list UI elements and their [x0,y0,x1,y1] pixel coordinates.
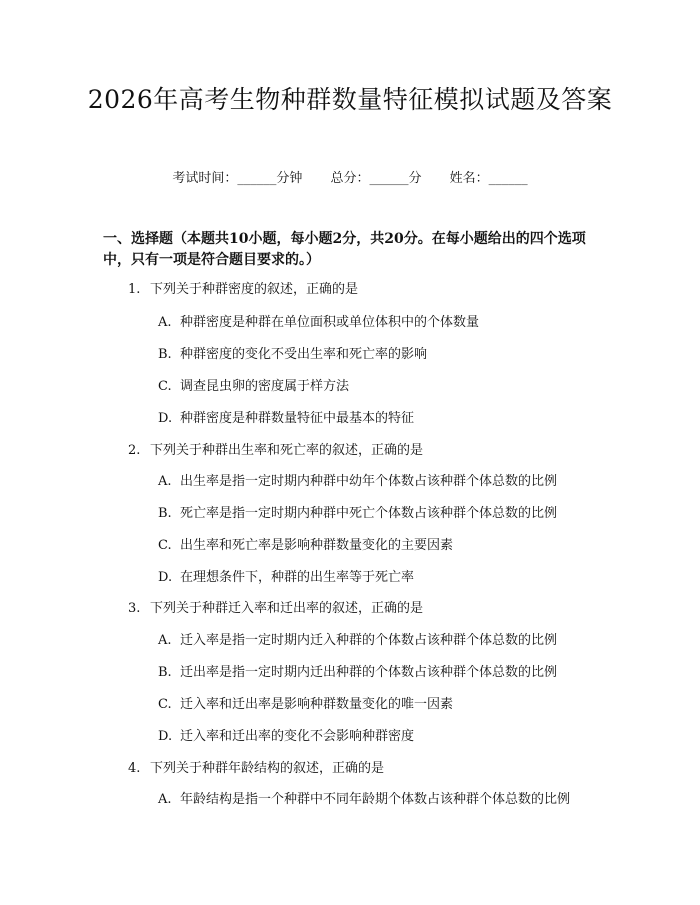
option-text: 种群密度的变化不受出生率和死亡率的影响 [180,347,428,362]
option-text: 迁入率是指一定时期内迁入种群的个体数占该种群个体总数的比例 [180,633,558,648]
exam-time-field: 考试时间：______分钟 [172,171,303,186]
question-1-option-c [158,378,349,396]
option-text: 年龄结构是指一个种群中不同年龄期个体数占该种群个体总数的比例 [180,792,571,807]
option-letter: A. [158,315,172,330]
exam-score-field: 总分：______分 [330,171,422,186]
option-letter: A. [158,474,172,489]
option-letter: A. [158,633,172,648]
question-2 [128,442,423,460]
option-text: 种群密度是种群在单位面积或单位体积中的个体数量 [180,315,480,330]
option-letter: B. [158,506,172,521]
question-3 [128,600,423,618]
document-title: 2026年高考生物种群数量特征模拟试题及答案 [87,85,613,114]
question-number: 3. [128,601,141,616]
question-4-option-a [158,791,570,809]
question-2-option-b [158,505,557,523]
option-text: 迁入率和迁出率是影响种群数量变化的唯一因素 [180,697,454,712]
question-number: 4. [128,761,141,776]
question-2-option-c [158,537,453,555]
option-text: 迁出率是指一定时期内迁出种群的个体数占该种群个体总数的比例 [180,665,558,680]
question-stem: 下列关于种群年龄结构的叙述，正确的是 [150,761,385,776]
option-letter: B. [158,665,172,680]
question-stem: 下列关于种群密度的叙述，正确的是 [150,282,359,297]
exam-name-field: 姓名：______ [449,171,528,186]
question-stem: 下列关于种群出生率和死亡率的叙述，正确的是 [150,443,424,458]
option-letter: C. [158,697,172,712]
question-3-option-d [158,728,414,746]
question-2-option-a [158,473,557,491]
option-text: 种群密度是种群数量特征中最基本的特征 [180,411,415,426]
question-4 [128,760,384,778]
question-number: 2. [128,443,141,458]
option-text: 死亡率是指一定时期内种群中死亡个体数占该种群个体总数的比例 [180,506,558,521]
option-letter: D. [158,570,173,585]
option-letter: D. [158,729,173,744]
option-text: 出生率是指一定时期内种群中幼年个体数占该种群个体总数的比例 [180,474,558,489]
option-letter: C. [158,538,172,553]
option-letter: A. [158,792,172,807]
question-1 [128,281,358,299]
exam-info-line [0,170,700,188]
option-text: 迁入率和迁出率的变化不会影响种群密度 [180,729,415,744]
question-stem: 下列关于种群迁入率和迁出率的叙述，正确的是 [150,601,424,616]
option-letter: B. [158,347,172,362]
question-2-option-d [158,569,414,587]
question-number: 1. [128,282,141,297]
option-text: 调查昆虫卵的密度属于样方法 [180,379,350,394]
question-3-option-a [158,632,557,650]
option-text: 在理想条件下，种群的出生率等于死亡率 [180,570,415,585]
section-heading: 一、选择题（本题共10小题，每小题2分，共20分。在每小题给出的四个选项中，只有一项是符合题目要求的。） [103,231,586,268]
option-text: 出生率和死亡率是影响种群数量变化的主要因素 [180,538,454,553]
question-3-option-b [158,664,557,682]
question-1-option-d [158,410,414,428]
question-3-option-c [158,696,453,714]
option-letter: D. [158,411,173,426]
question-1-option-b [158,346,427,364]
question-1-option-a [158,314,479,332]
option-letter: C. [158,379,172,394]
